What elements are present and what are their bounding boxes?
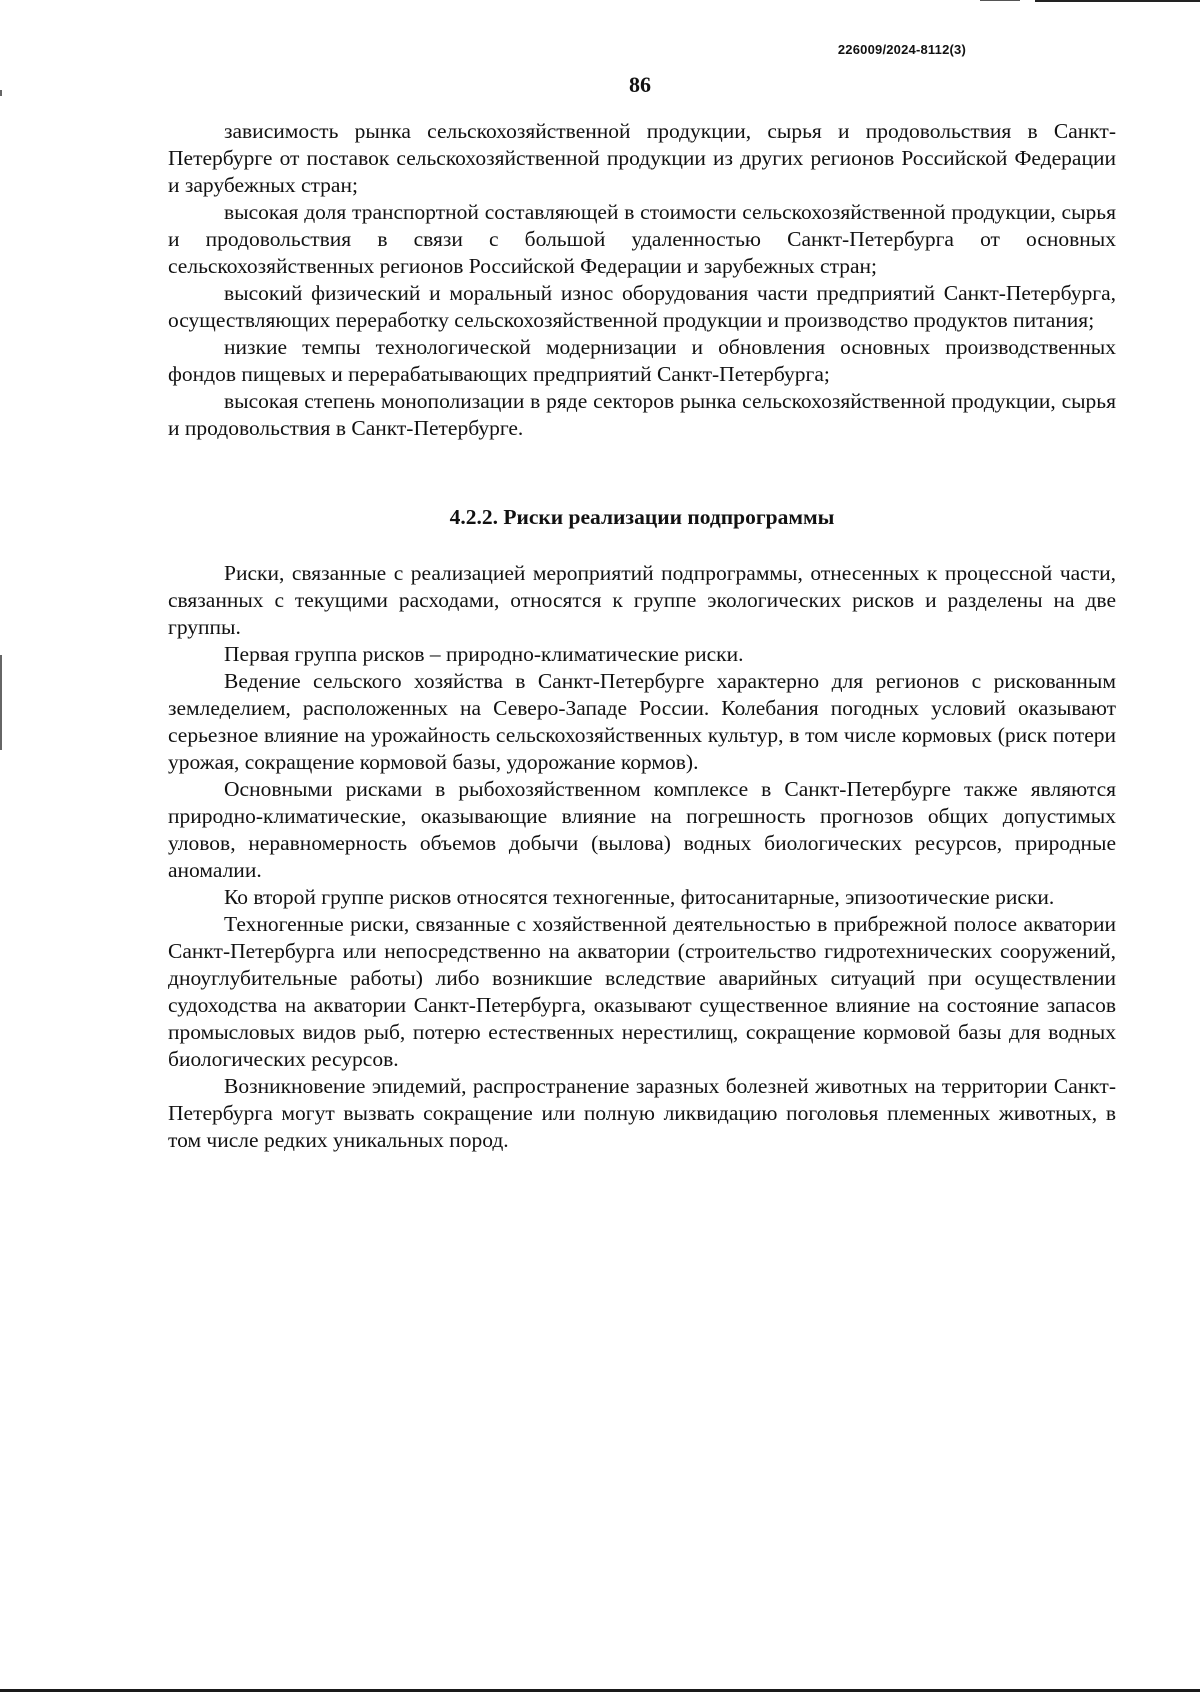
paragraph: Техногенные риски, связанные с хозяйственной деятельностью в прибрежной полосе акватории Санкт-Петербурга или непосредственно на акватории (строительство гидротехнических сооружений, дноуглубительные работы) либо возникшие вследствие аварийных ситуаций при осуществлении судоходства на акватории Санкт-Петербурга, оказывают существенное влияние на состояние запасов промысловых видов рыб, потерю естественных нерестилищ, сокращение кормовой базы для водных биологических ресурсов. [168, 912, 1116, 1071]
paragraph: низкие темпы технологической модернизации и обновления основных производственных фондов пищевых и перерабатывающих предприятий Санкт-Петербурга; [168, 335, 1116, 386]
paragraph: Ведение сельского хозяйства в Санкт-Петербурге характерно для регионов с рискованным земледелием, расположенных на Северо-Западе России. Колебания погодных условий оказывают серьезное влияние на урожайность сельскохозяйственных культур, в том числе кормовых (риск потери урожая, сокращение кормовой базы, удорожание кормов). [168, 669, 1116, 774]
section-heading: 4.2.2. Риски реализации подпрограммы [449, 505, 835, 529]
scan-edge-mark [980, 0, 1020, 1]
intro-risk-list [168, 118, 1116, 442]
paragraph: Возникновение эпидемий, распространение заразных болезней животных на территории Санкт-Петербурга могут вызвать сокращение или полную ликвидацию поголовья племенных животных, в том числе редких уникальных пород. [168, 1074, 1116, 1152]
page-number: 86 [629, 72, 651, 97]
document-registration-number: 226009/2024-8112(3) [837, 42, 966, 57]
paragraph: Риски, связанные с реализацией мероприятий подпрограммы, отнесенных к процессной части, связанных с текущими расходами, относятся к группе экологических рисков и разделены на две группы. [168, 561, 1116, 639]
paragraph: Ко второй группе рисков относятся техногенные, фитосанитарные, эпизоотические риски. [224, 885, 1055, 909]
paragraph: высокий физический и моральный износ оборудования части предприятий Санкт-Петербурга, осуществляющих переработку сельскохозяйственной продукции и производство продуктов питания; [168, 281, 1116, 332]
scan-edge-mark [1035, 0, 1200, 2]
paragraph: высокая доля транспортной составляющей в стоимости сельскохозяйственной продукции, сырья и продовольствия в связи с большой удаленностью Санкт-Петербурга от основных сельскохозяйственных регионов Российской Федерации и зарубежных стран; [168, 200, 1116, 278]
paragraph: Первая группа рисков – природно-климатические риски. [224, 642, 744, 666]
scan-edge-mark [0, 655, 2, 750]
section-body [168, 560, 1116, 1154]
paragraph: высокая степень монополизации в ряде секторов рынка сельскохозяйственной продукции, сырья и продовольствия в Санкт-Петербурге. [168, 389, 1116, 440]
paragraph: Основными рисками в рыбохозяйственном комплексе в Санкт-Петербурге также являются природно-климатические, оказывающие влияние на погрешность прогнозов общих допустимых уловов, неравномерность объемов добычи (вылова) водных биологических ресурсов, природные аномалии. [168, 777, 1116, 882]
paragraph: зависимость рынка сельскохозяйственной продукции, сырья и продовольствия в Санкт-Петербурге от поставок сельскохозяйственной продукции из других регионов Российской Федерации и зарубежных стран; [168, 119, 1116, 197]
